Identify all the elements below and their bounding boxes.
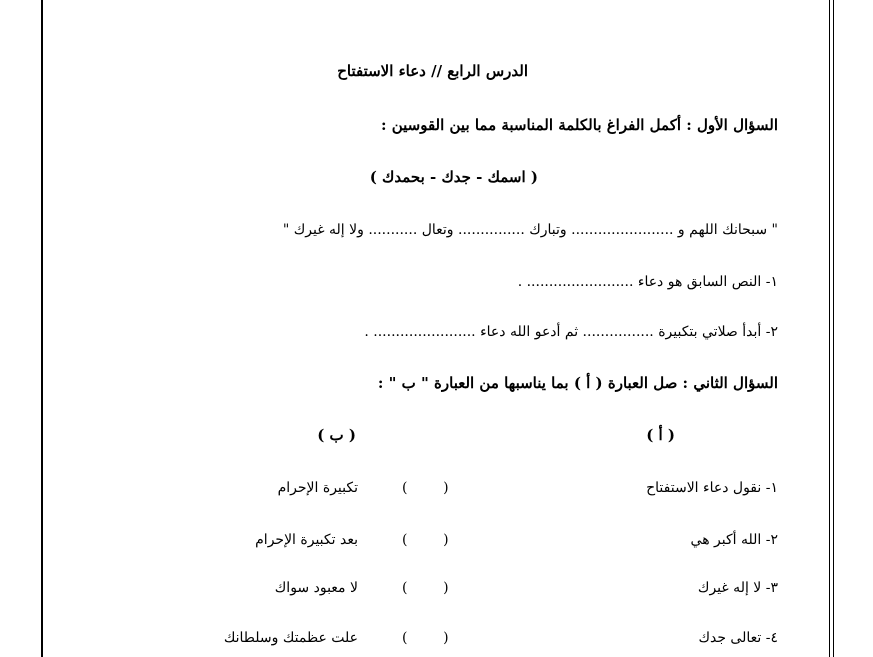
answer-blank-1[interactable]: ( ) [402,480,449,496]
answer-blank-4[interactable]: ( ) [402,630,449,646]
column-a-item-1: ١- نقول دعاء الاستفتاح [646,480,778,496]
column-a-item-2: ٢- الله أكبر هي [690,532,778,548]
sentence-2: ٢- أبدأ صلاتي بتكبيرة ................ ثم أدعو الله دعاء ....................... . [364,324,778,340]
column-b-item-3: لا معبود سواك [274,580,358,596]
column-b-item-2: بعد تكبيرة الإحرام [255,532,358,548]
question-2-prompt: السؤال الثاني : صل العبارة ( أ ) بما يناسبها من العبارة " ب " : [377,374,778,392]
sentence-1: ١- النص السابق هو دعاء ........................ . [517,274,778,290]
page-border-right [829,0,834,657]
page-border-left [41,0,43,657]
question-1-word-choices: ( اسمك - جدك - بحمدك ) [369,168,538,186]
dua-fill-in-text: " سبحانك اللهم و ....................... وتبارك ............... وتعال ........... ولا إله غيرك " [282,222,778,238]
column-a-item-4: ٤- تعالى جدك [698,630,778,646]
column-b-header: ( ب ) [317,426,356,444]
answer-blank-2[interactable]: ( ) [402,532,449,548]
column-b-item-4: علت عظمتك وسلطانك [223,630,358,646]
column-a-item-3: ٣- لا إله غيرك [697,580,778,596]
column-b-item-1: تكبيرة الإحرام [277,480,358,496]
answer-blank-3[interactable]: ( ) [402,580,449,596]
lesson-title: الدرس الرابع // دعاء الاستفتاح [337,62,528,80]
column-a-header: ( أ ) [646,426,675,444]
question-1-prompt: السؤال الأول : أكمل الفراغ بالكلمة المناسبة مما بين القوسين : [380,116,778,134]
